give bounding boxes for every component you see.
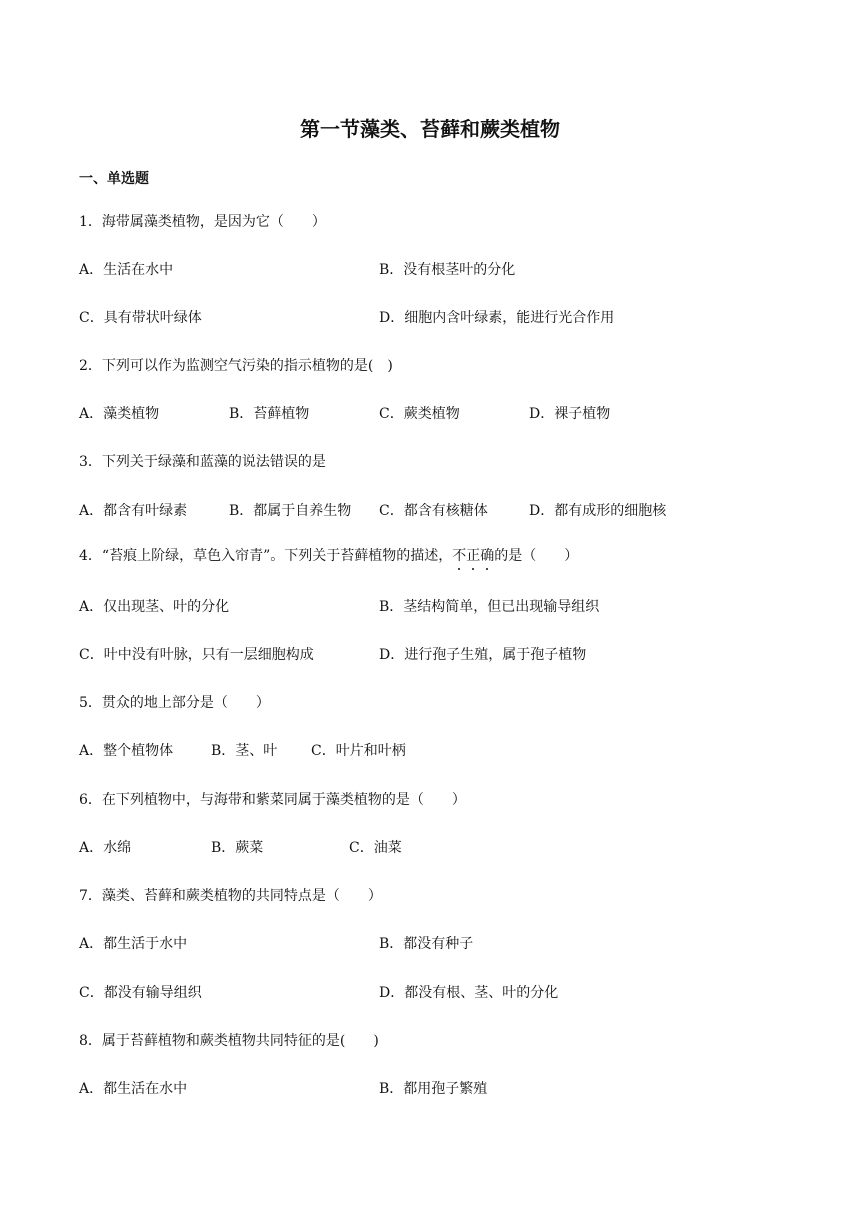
question-4-option-c: C．叶中没有叶脉，只有一层细胞构成 [79, 647, 314, 663]
question-8-option-a: A．都生活在水中 [79, 1081, 188, 1097]
question-4-option-b: B．茎结构简单，但已出现输导组织 [379, 599, 600, 615]
question-4-stem [79, 547, 578, 565]
question-1-stem: 1．海带属藻类植物，是因为它（ ） [79, 214, 326, 230]
question-1-option-d: D．细胞内含叶绿素，能进行光合作用 [379, 310, 615, 326]
question-2-stem: 2．下列可以作为监测空气污染的指示植物的是( ) [79, 358, 393, 374]
question-7-option-d: D．都没有根、茎、叶的分化 [379, 985, 559, 1001]
question-3-stem: 3．下列关于绿藻和蓝藻的说法错误的是 [79, 454, 326, 470]
emphasized-char: 确 [480, 548, 494, 564]
question-2-option-c: C．蕨类植物 [379, 406, 460, 422]
section-heading: 一、单选题 [79, 171, 149, 187]
emphasized-char: 正 [466, 548, 480, 564]
question-2-option-b: B．苔藓植物 [229, 406, 310, 422]
question-6-option-a: A．水绵 [79, 840, 132, 856]
question-7-stem: 7．藻类、苔藓和蕨类植物的共同特点是（ ） [79, 888, 382, 904]
question-4-option-a: A．仅出现茎、叶的分化 [79, 599, 230, 615]
question-5-stem: 5．贯众的地上部分是（ ） [79, 695, 270, 711]
question-4-emphasis-text [452, 548, 494, 564]
page-title: 第一节藻类、苔藓和蕨类植物 [300, 117, 560, 141]
question-2-option-d: D．裸子植物 [529, 406, 611, 422]
question-7-option-b: B．都没有种子 [379, 936, 474, 952]
question-8-option-b: B．都用孢子繁殖 [379, 1081, 488, 1097]
question-8-stem: 8．属于苔藓植物和蕨类植物共同特征的是( ) [79, 1033, 379, 1049]
question-1-option-c: C．具有带状叶绿体 [79, 310, 202, 326]
question-3-option-a: A．都含有叶绿素 [79, 503, 188, 519]
question-4-emphasis [452, 548, 494, 564]
question-6-option-b: B．蕨菜 [211, 840, 264, 856]
question-3-option-c: C．都含有核糖体 [379, 503, 488, 519]
question-3-option-b: B．都属于自养生物 [229, 503, 352, 519]
emphasis-dot [472, 568, 474, 570]
question-6-stem: 6．在下列植物中，与海带和紫菜同属于藻类植物的是（ ） [79, 792, 466, 808]
emphasized-char: 不 [452, 548, 466, 564]
question-7-option-a: A．都生活于水中 [79, 936, 188, 952]
question-3-option-d: D．都有成形的细胞核 [529, 503, 667, 519]
question-5-option-a: A．整个植物体 [79, 743, 174, 759]
question-4-option-d: D．进行孢子生殖，属于孢子植物 [379, 647, 587, 663]
question-6-option-c: C．油菜 [349, 840, 402, 856]
question-1-option-a: A．生活在水中 [79, 262, 174, 278]
question-4-stem-before: 4．“苔痕上阶绿，草色入帘青”。下列关于苔藓植物的描述， [79, 548, 453, 564]
question-7-option-c: C．都没有输导组织 [79, 985, 202, 1001]
question-4-stem-after: 的是（ ） [494, 548, 579, 564]
question-2-option-a: A．藻类植物 [79, 406, 160, 422]
question-5-option-c: C．叶片和叶柄 [311, 743, 406, 759]
emphasis-dot [458, 568, 460, 570]
question-5-option-b: B．茎、叶 [211, 743, 278, 759]
question-1-option-b: B．没有根茎叶的分化 [379, 262, 516, 278]
emphasis-dot [486, 568, 488, 570]
